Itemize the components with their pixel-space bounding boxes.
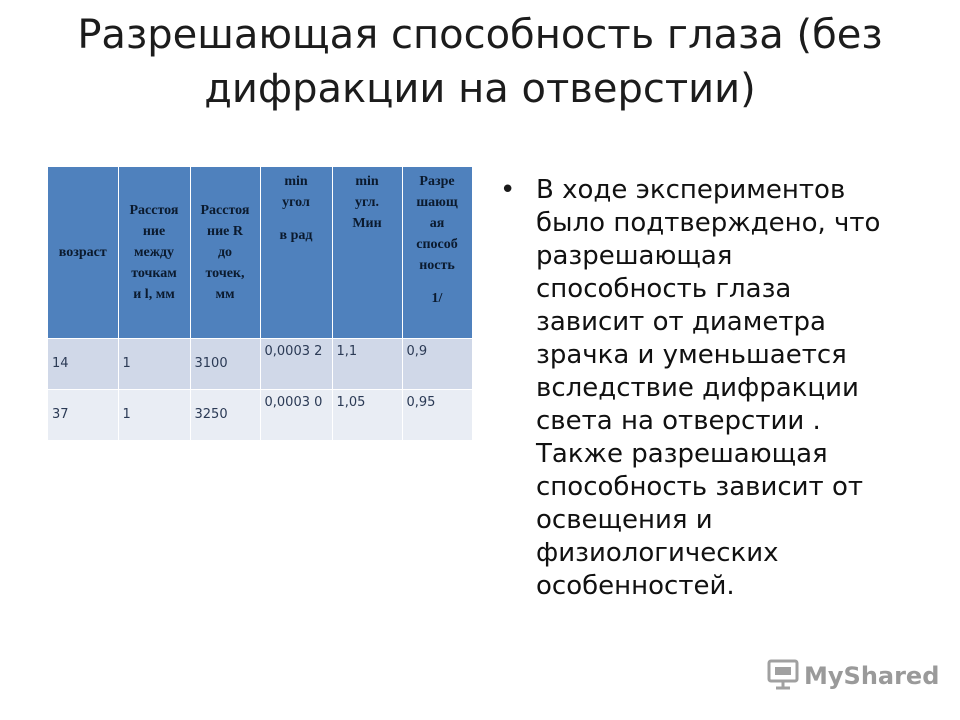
projector-screen-icon — [766, 657, 800, 696]
cell-distance-r: 3100 — [190, 339, 260, 390]
bullet-paragraph: В ходе экспериментов было подтверждено, что разрешающая способность глаза зависит от диаметра зрачка и уменьшается вследствие дифракции света на отверстии . Также разрешающая способность зависит от освещения и физиологических особенностей. — [536, 175, 881, 601]
cell-distance-l: 1 — [118, 339, 190, 390]
watermark-text: MyShared — [804, 662, 940, 690]
cell-min-angle-rad: 0,0003 0 — [260, 390, 332, 441]
watermark-logo — [766, 656, 939, 696]
header-min-angle-rad: min угол в рад — [260, 167, 332, 339]
cell-age: 37 — [48, 390, 118, 441]
header-min-angle-min: min угл. Мин — [332, 167, 402, 339]
cell-min-angle-rad: 0,0003 2 — [260, 339, 332, 390]
cell-age: 14 — [48, 339, 118, 390]
cell-distance-r: 3250 — [190, 390, 260, 441]
header-distance-to-points: Расстоя ние R до точек, мм — [190, 167, 260, 339]
cell-distance-l: 1 — [118, 390, 190, 441]
header-resolution: Разре шающ ая способ ность 1/ — [402, 167, 472, 339]
resolution-table — [48, 167, 473, 440]
slide-title: Разрешающая способность глаза (без дифракции на отверстии) — [77, 12, 883, 112]
cell-min-angle-min: 1,1 — [332, 339, 402, 390]
table-row — [48, 339, 472, 390]
cell-min-angle-min: 1,05 — [332, 390, 402, 441]
bullet-marker: • — [500, 175, 516, 205]
table-header-row — [48, 167, 472, 339]
header-distance-between-points: Расстоя ние между точкам и l, мм — [118, 167, 190, 339]
cell-resolution: 0,95 — [402, 390, 472, 441]
table-row — [48, 390, 472, 441]
header-age: возраст — [48, 167, 118, 339]
cell-resolution: 0,9 — [402, 339, 472, 390]
